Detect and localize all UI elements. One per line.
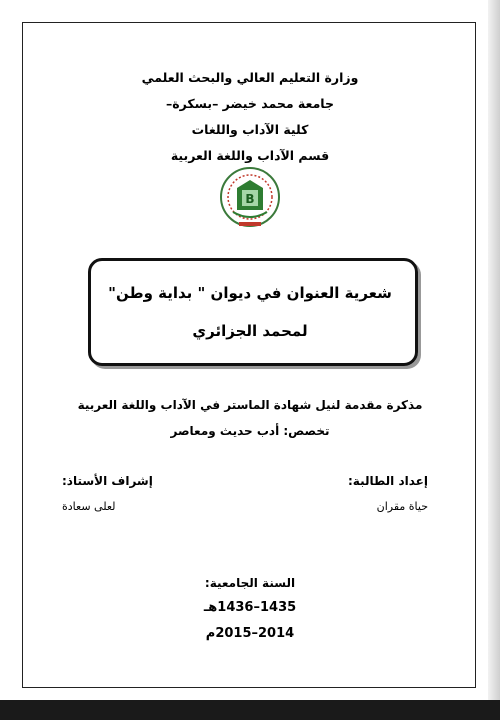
university-heading: جامعة محمد خيضر –بسكرة– bbox=[165, 96, 335, 111]
department-heading: قسم الآداب واللغة العربية bbox=[170, 148, 330, 163]
thesis-title-line2: لمحمد الجزائري bbox=[192, 322, 308, 340]
academic-year-hijri: 1435–1436هـ bbox=[203, 600, 297, 615]
student-name: حياة مقران bbox=[376, 500, 428, 513]
student-label: إعداد الطالبة: bbox=[348, 474, 428, 488]
academic-year-gregorian: 2014–2015م bbox=[205, 626, 295, 641]
academic-year-label: السنة الجامعية: bbox=[204, 576, 296, 590]
specialty-line: تخصص: أدب حديث ومعاصر bbox=[170, 424, 330, 438]
faculty-heading: كلية الآداب واللغات bbox=[191, 122, 309, 137]
svg-text:B: B bbox=[245, 192, 255, 206]
ministry-heading: وزارة التعليم العالي والبحث العلمي bbox=[141, 70, 359, 85]
supervisor-name: لعلى سعادة bbox=[62, 500, 116, 513]
supervisor-label: إشراف الأستاذ: bbox=[62, 474, 153, 488]
thesis-title-box bbox=[88, 258, 418, 366]
thesis-title-line1: شعرية العنوان في ديوان " بداية وطن" bbox=[108, 284, 392, 302]
memo-description: مذكرة مقدمة لنيل شهادة الماستر في الآداب واللغة العربية bbox=[77, 398, 423, 412]
window-edge-bottom bbox=[0, 700, 500, 720]
university-seal-icon bbox=[219, 166, 281, 232]
